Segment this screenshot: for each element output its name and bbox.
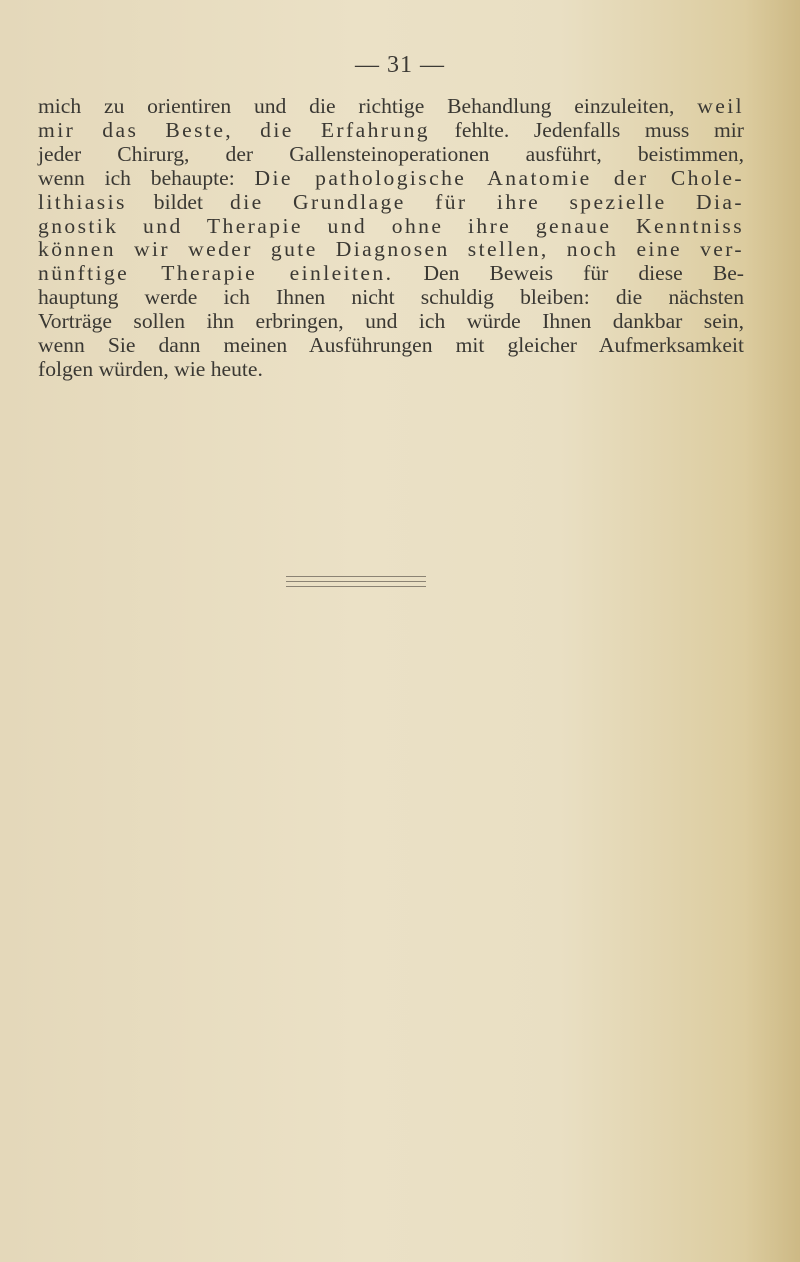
text-line xyxy=(38,191,744,215)
text-segment: wenn ich behaupte: xyxy=(38,165,255,190)
page-number: — 31 — xyxy=(355,52,445,78)
emphasized-text: können wir weder gute Diagnosen stellen, noch eine ver- xyxy=(38,237,744,262)
emphasized-text: Die pathologische Anatomie der Chole- xyxy=(254,165,744,190)
text-segment: jeder Chirurg, der Gallensteinoperationen ausführt, beistimmen, xyxy=(38,141,744,166)
text-line xyxy=(38,215,744,239)
text-line xyxy=(38,95,744,119)
closing-rule-2 xyxy=(286,581,426,582)
text-line xyxy=(38,262,744,286)
text-segment: folgen würden, wie heute. xyxy=(38,356,263,381)
emphasized-text: nünftige Therapie einleiten. xyxy=(38,261,394,286)
closing-rule-3 xyxy=(286,586,426,587)
emphasized-text: weil xyxy=(697,94,744,118)
text-segment: Den Beweis für diese Be- xyxy=(393,261,745,286)
text-line xyxy=(38,286,744,310)
emphasized-text: gnostik und Therapie und ohne ihre genaue Kenntniss xyxy=(38,213,744,238)
text-line xyxy=(38,358,744,382)
emphasized-text: mir das Beste, die Erfahrung xyxy=(38,117,430,142)
text-segment: mich zu orientiren und die richtige Behandlung einzuleiten, xyxy=(38,94,698,118)
text-line xyxy=(38,167,744,191)
text-segment: hauptung werde ich Ihnen nicht schuldig bleiben: die nächsten xyxy=(38,285,744,310)
text-segment: fehlte. Jedenfalls muss mir xyxy=(429,117,744,142)
text-line xyxy=(38,334,744,358)
text-line xyxy=(38,310,744,334)
emphasized-text: lithiasis xyxy=(38,189,127,214)
closing-rule-1 xyxy=(286,576,426,577)
text-segment: wenn Sie dann meinen Ausführungen mit gleicher Aufmerksamkeit xyxy=(38,333,744,358)
text-line xyxy=(38,119,744,143)
text-segment: Vorträge sollen ihn erbringen, und ich würde Ihnen dankbar sein, xyxy=(38,309,744,334)
emphasized-text: die Grundlage für ihre spezielle Dia- xyxy=(230,189,745,214)
text-line xyxy=(38,143,744,167)
body-paragraph xyxy=(38,95,744,382)
text-segment: bildet xyxy=(126,189,230,214)
text-line xyxy=(38,238,744,262)
